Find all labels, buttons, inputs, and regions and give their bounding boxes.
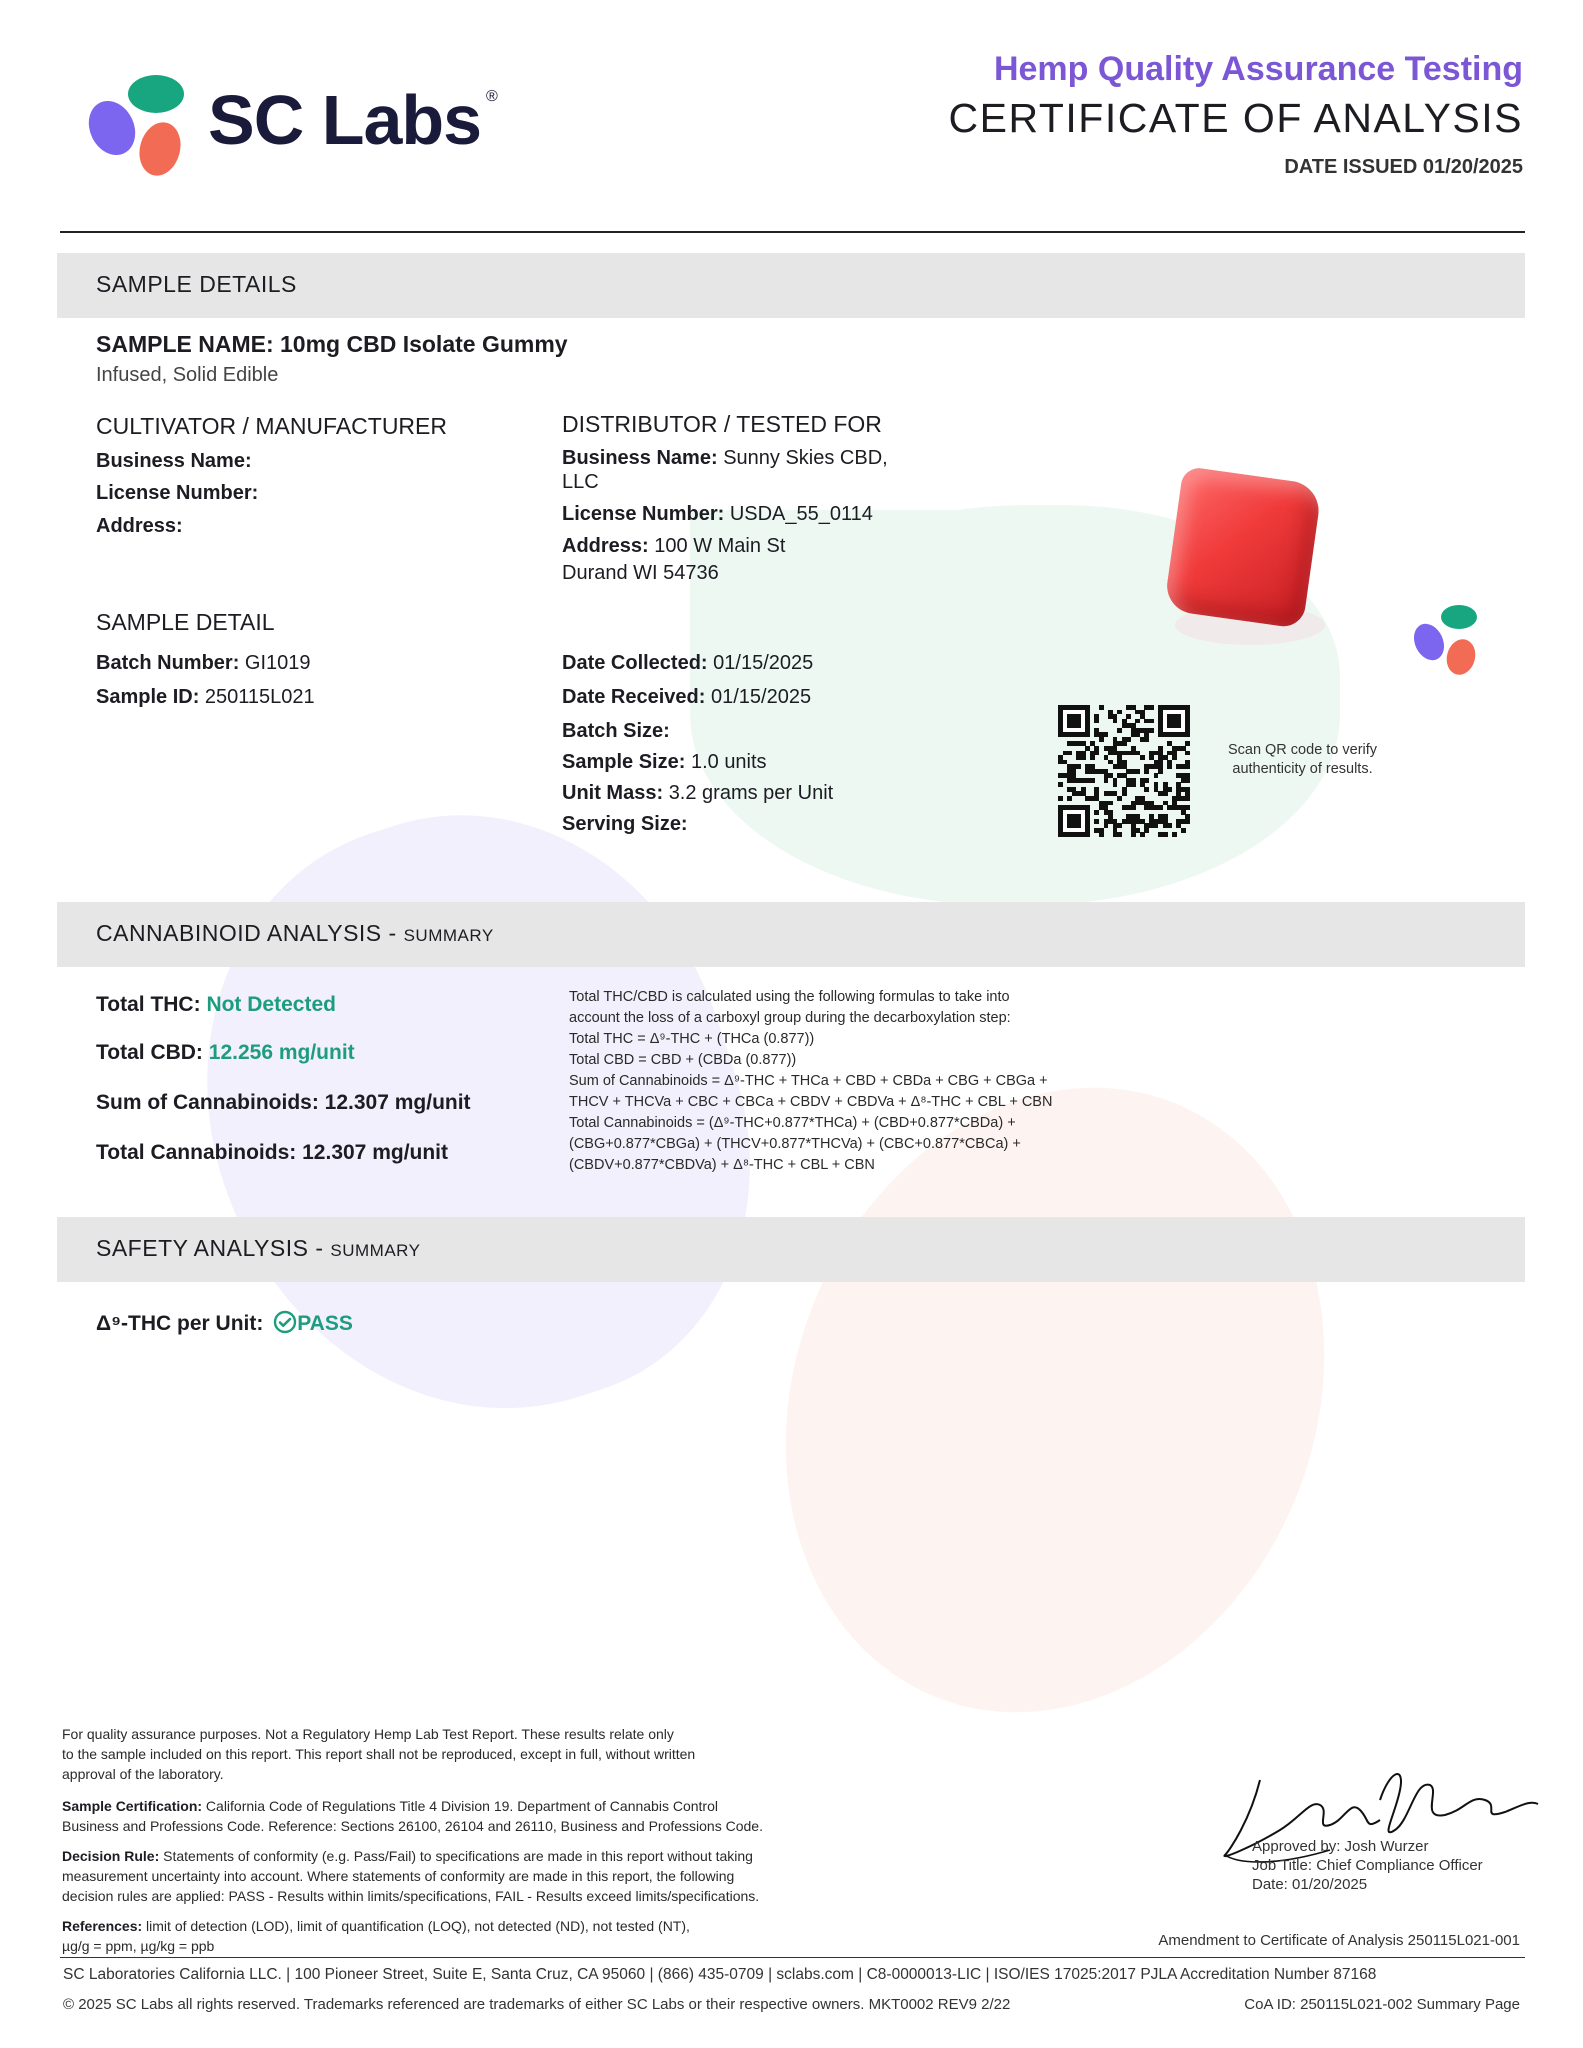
sample-detail-heading: SAMPLE DETAIL bbox=[96, 609, 275, 635]
safety-title-text: SAFETY ANALYSIS - bbox=[96, 1235, 331, 1261]
references bbox=[62, 1916, 690, 1956]
ref-label: References: bbox=[62, 1918, 143, 1934]
disclaimer-line: approval of the laboratory. bbox=[62, 1766, 224, 1782]
distributor-business-name-cont: LLC bbox=[562, 471, 599, 493]
sample-name: SAMPLE NAME: 10mg CBD Isolate Gummy bbox=[96, 331, 568, 357]
logo-green-dot bbox=[128, 75, 184, 113]
approver-job-title: Job Title: Chief Compliance Officer bbox=[1252, 1857, 1483, 1874]
logo-wordmark: SC Labs bbox=[208, 81, 482, 159]
unit-mass-label: Unit Mass: bbox=[562, 782, 664, 804]
distributor-business-name-label: Business Name: bbox=[562, 447, 718, 469]
distributor-heading: DISTRIBUTOR / TESTED FOR bbox=[562, 411, 882, 437]
date-collected bbox=[562, 652, 813, 675]
total-cannabinoids-label: Total Cannabinoids: bbox=[96, 1141, 297, 1164]
verification-qr-code[interactable] bbox=[1058, 705, 1190, 837]
sample-type: Infused, Solid Edible bbox=[96, 364, 279, 386]
total-cannabinoids-value: 12.307 mg/unit bbox=[302, 1141, 449, 1164]
total-cbd-label: Total CBD: bbox=[96, 1041, 203, 1064]
sum-label: Sum of Cannabinoids: bbox=[96, 1091, 319, 1114]
qr-caption-line1: Scan QR code to verify bbox=[1227, 742, 1378, 758]
serving-size-label: Serving Size: bbox=[562, 813, 688, 835]
sample-size bbox=[562, 751, 767, 774]
formula-line: Total Cannabinoids = (Δ⁹-THC+0.877*THCa) + (CBD+0.877*CBDa) + bbox=[569, 1115, 1016, 1131]
cert-text: California Code of Regulations Title 4 Division 19. Department of Cannabis Control bbox=[202, 1798, 718, 1814]
check-circle-icon bbox=[273, 1310, 297, 1340]
gummy-body bbox=[1164, 466, 1323, 629]
rule-label: Decision Rule: bbox=[62, 1848, 160, 1864]
safety-item bbox=[96, 1310, 353, 1340]
approved-by: Approved by: Josh Wurzer bbox=[1252, 1838, 1429, 1855]
footer-divider bbox=[60, 1957, 1525, 1958]
sum-of-cannabinoids bbox=[96, 1091, 471, 1115]
formula-line: Sum of Cannabinoids = Δ⁹-THC + THCa + CBD + CBDa + CBG + CBGa + bbox=[569, 1073, 1048, 1089]
total-cbd-value: 12.256 mg/unit bbox=[208, 1041, 355, 1064]
date-received bbox=[562, 686, 811, 709]
sample-product-image bbox=[1155, 455, 1345, 665]
sample-details-bar bbox=[57, 253, 1525, 318]
unit-mass-value: 3.2 grams per Unit bbox=[668, 782, 834, 804]
logo-coral-dot bbox=[134, 118, 187, 181]
disclaimer bbox=[62, 1724, 695, 1784]
formula-line: Total THC/CBD is calculated using the following formulas to take into bbox=[569, 989, 1010, 1005]
copyright-line: © 2025 SC Labs all rights reserved. Trademarks referenced are trademarks of either SC Labs or their respective owners. MKT0002 REV9 2/22 bbox=[63, 1996, 1011, 2013]
distributor-address bbox=[562, 535, 785, 558]
rule-text: Statements of conformity (e.g. Pass/Fail) to specifications are made in this report without taking bbox=[159, 1848, 753, 1864]
approval-block bbox=[1252, 1837, 1483, 1894]
sample-details-title: SAMPLE DETAILS bbox=[96, 271, 297, 297]
total-thc-value: Not Detected bbox=[206, 993, 336, 1016]
distributor-address-line2: Durand WI 54736 bbox=[562, 562, 719, 584]
small-logo-coral-dot bbox=[1443, 636, 1479, 678]
ref-text-cont: µg/g = ppm, µg/kg = ppb bbox=[62, 1938, 215, 1954]
sample-id bbox=[96, 686, 315, 709]
formula-line: Total THC = Δ⁹-THC + (THCa (0.877)) bbox=[569, 1031, 815, 1047]
cannabinoid-analysis-bar bbox=[57, 902, 1525, 967]
coa-id: CoA ID: 250115L021-002 Summary Page bbox=[1244, 1996, 1520, 2013]
qr-caption-line2: authenticity of results. bbox=[1232, 761, 1373, 777]
approval-date: Date: 01/20/2025 bbox=[1252, 1876, 1368, 1893]
cert-label: Sample Certification: bbox=[62, 1798, 203, 1814]
formula-line: THCV + THCVa + CBC + CBCa + CBDV + CBDVa + Δ⁸-THC + CBL + CBN bbox=[569, 1094, 1053, 1110]
cultivator-license-label: License Number: bbox=[96, 482, 259, 504]
sample-certification bbox=[62, 1796, 763, 1836]
total-cbd bbox=[96, 1041, 355, 1065]
sum-value: 12.307 mg/unit bbox=[324, 1091, 471, 1114]
rule-text-cont: decision rules are applied: PASS - Results within limits/specifications, FAIL - Results exceed limits/specifications. bbox=[62, 1888, 760, 1904]
header-subtitle: Hemp Quality Assurance Testing bbox=[993, 50, 1523, 88]
small-logo-purple-dot bbox=[1408, 619, 1449, 665]
date-received-value: 01/15/2025 bbox=[710, 686, 812, 708]
total-thc bbox=[96, 993, 336, 1017]
small-logo-green-dot bbox=[1441, 605, 1477, 629]
total-thc-label: Total THC: bbox=[96, 993, 201, 1016]
sample-id-label: Sample ID: bbox=[96, 686, 200, 708]
formula-notes bbox=[569, 987, 1052, 1176]
cultivator-business-name-label: Business Name: bbox=[96, 450, 252, 472]
disclaimer-line: to the sample included on this report. This report shall not be reproduced, except in full, without written bbox=[62, 1746, 696, 1762]
sample-size-label: Sample Size: bbox=[562, 751, 686, 773]
amendment-note: Amendment to Certificate of Analysis 250115L021-001 bbox=[1158, 1932, 1520, 1949]
batch-size-label: Batch Size: bbox=[562, 720, 670, 742]
cultivator-address-label: Address: bbox=[96, 515, 183, 537]
registered-mark: ® bbox=[486, 88, 498, 105]
date-received-label: Date Received: bbox=[562, 686, 706, 708]
unit-mass bbox=[562, 782, 833, 805]
distributor-license bbox=[562, 503, 873, 526]
date-collected-label: Date Collected: bbox=[562, 652, 708, 674]
decision-rule bbox=[62, 1846, 759, 1906]
distributor-address-line1: 100 W Main St bbox=[654, 535, 786, 557]
formula-line: Total CBD = CBD + (CBDa (0.877)) bbox=[569, 1052, 797, 1068]
distributor-license-value: USDA_55_0114 bbox=[729, 503, 873, 525]
formula-line: (CBG+0.877*CBGa) + (THCV+0.877*THCVa) + (CBC+0.877*CBCa) + bbox=[569, 1136, 1021, 1152]
total-cannabinoids bbox=[96, 1141, 448, 1165]
qr-caption bbox=[1200, 741, 1405, 779]
distributor-business-name-value: Sunny Skies CBD, bbox=[723, 447, 888, 469]
header-divider bbox=[60, 231, 1525, 233]
safety-analysis-title bbox=[96, 1235, 421, 1262]
batch-number-label: Batch Number: bbox=[96, 652, 240, 674]
disclaimer-line: For quality assurance purposes. Not a Regulatory Hemp Lab Test Report. These results relate only bbox=[62, 1726, 674, 1742]
distributor-address-label: Address: bbox=[562, 535, 649, 557]
safety-analysis-bar bbox=[57, 1217, 1525, 1282]
cultivator-heading: CULTIVATOR / MANUFACTURER bbox=[96, 413, 447, 439]
sample-size-value: 1.0 units bbox=[690, 751, 767, 773]
formula-line: (CBDV+0.877*CBDVa) + Δ⁸-THC + CBL + CBN bbox=[569, 1157, 875, 1173]
cannabinoid-title-suffix: SUMMARY bbox=[403, 926, 494, 945]
lab-address-line: SC Laboratories California LLC. | 100 Pioneer Street, Suite E, Santa Cruz, CA 95060 | (866) 435-0709 | sclabs.com | C8-0000013-LIC | ISO/IES 17025:2017 PJLA Accreditation Number 87168 bbox=[63, 1966, 1377, 1983]
formula-line: account the loss of a carboxyl group during the decarboxylation step: bbox=[569, 1010, 1011, 1026]
cannabinoid-analysis-title bbox=[96, 920, 494, 947]
safety-item-label: Δ⁹-THC per Unit: bbox=[96, 1312, 264, 1335]
safety-item-value: PASS bbox=[297, 1312, 353, 1335]
small-logo-mark bbox=[1413, 605, 1483, 675]
batch-number-value: GI1019 bbox=[244, 652, 311, 674]
distributor-license-label: License Number: bbox=[562, 503, 725, 525]
date-issued: DATE ISSUED 01/20/2025 bbox=[1284, 156, 1523, 178]
batch-number bbox=[96, 652, 311, 675]
page-title: CERTIFICATE OF ANALYSIS bbox=[948, 95, 1523, 141]
rule-text-cont: measurement uncertainty into account. Where statements of conformity are made in this report, the following bbox=[62, 1868, 735, 1884]
date-collected-value: 01/15/2025 bbox=[713, 652, 814, 674]
sc-labs-logo bbox=[88, 70, 508, 180]
distributor-business-name bbox=[562, 447, 888, 470]
safety-title-suffix: SUMMARY bbox=[330, 1241, 421, 1260]
cannabinoid-title-text: CANNABINOID ANALYSIS - bbox=[96, 920, 404, 946]
cert-text-cont: Business and Professions Code. Reference: Sections 26100, 26104 and 26110, Business and Professions Code. bbox=[62, 1818, 763, 1834]
sample-id-value: 250115L021 bbox=[204, 686, 315, 708]
ref-text: limit of detection (LOD), limit of quantification (LOQ), not detected (ND), not tested (NT), bbox=[142, 1918, 690, 1934]
